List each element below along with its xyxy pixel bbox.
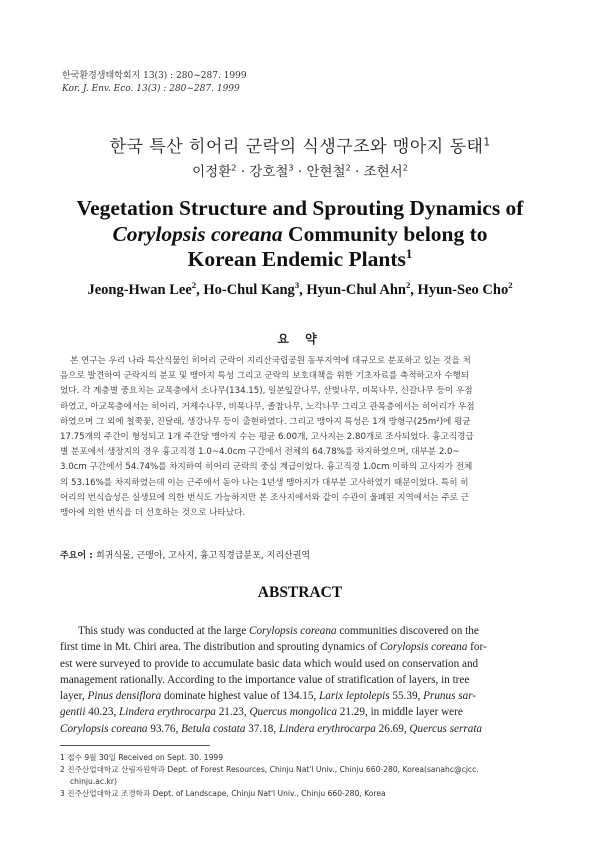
species-name: Pinus densiflora bbox=[87, 690, 162, 703]
english-author-separator: , bbox=[299, 282, 307, 298]
footnote: chinju.ac.kr) bbox=[70, 777, 117, 786]
abstract-text: 26.69, bbox=[375, 722, 410, 735]
keywords bbox=[60, 548, 310, 561]
summary-line: 의 53.16%를 차지하였는데 이는 근주에서 돋아 나는 1년생 맹아지가 대부분 고사하였기 때문이었다. 특히 히 bbox=[60, 477, 469, 488]
summary-line: 하였고, 아교목층에서는 히어리, 거제수나무, 비목나무, 졸참나무, 노각나무 그리고 관목층에서는 히어리가 우점 bbox=[60, 401, 475, 412]
footnote: 2 진주산업대학교 산림자원학과 Dept. of Forest Resources, Chinju Nat'l Univ., Chinju 660-280, Korea(sanahc@cjcc. bbox=[60, 765, 479, 774]
abstract-line bbox=[60, 688, 546, 704]
abstract-line bbox=[60, 721, 546, 737]
english-title-line-3 bbox=[0, 247, 600, 273]
english-author-affiliation-mark: 2 bbox=[405, 280, 411, 291]
abstract-line bbox=[60, 704, 546, 720]
english-title-footnote-mark: 1 bbox=[405, 246, 413, 261]
english-title-line-1: Vegetation Structure and Sprouting Dynamics of bbox=[76, 196, 524, 220]
english-title-line-3-text: Korean Endemic Plants bbox=[187, 247, 406, 271]
korean-author-separator: · bbox=[293, 164, 307, 180]
abstract-text: communities discovered on the bbox=[336, 625, 479, 637]
abstract-text: 37.18, bbox=[245, 722, 279, 735]
korean-title-text: 한국 특산 히어리 군락의 식생구조와 맹아지 동태 bbox=[109, 137, 484, 157]
korean-author-name: 안현철 bbox=[306, 164, 346, 180]
species-name: Larix leptolepis bbox=[319, 690, 390, 703]
korean-title-footnote-mark: 1 bbox=[483, 137, 491, 149]
abstract-text: 55.39, bbox=[389, 690, 424, 703]
abstract-text: 40.23, bbox=[85, 706, 120, 719]
abstract-text: management rationally. According to the importance value of stratification of layers, in tree bbox=[60, 673, 470, 686]
english-title-line-2 bbox=[0, 222, 600, 248]
journal-citation bbox=[62, 70, 247, 96]
abstract-line bbox=[60, 656, 546, 672]
korean-summary-heading: 요 약 bbox=[277, 332, 323, 346]
journal-citation-korean: 한국환경생태학회지 13(3) : 280~287. 1999 bbox=[62, 71, 247, 81]
english-author-name: Ho-Chul Kang bbox=[203, 282, 295, 298]
korean-author-separator: · bbox=[350, 164, 364, 180]
korean-author-affiliation-mark: 2 bbox=[402, 162, 408, 173]
abstract-text: 21.23, bbox=[215, 706, 250, 719]
korean-author-separator: · bbox=[236, 164, 250, 180]
summary-line: 었다. 각 계층별 중요치는 교목층에서 소나무(134.15), 일본잎갈나무, 산벚나무, 비목나무, 신갈나무 등이 우점 bbox=[60, 386, 473, 397]
abstract-heading: ABSTRACT bbox=[257, 584, 343, 601]
summary-line: 본 연구는 우리 나라 특산식물인 히어리 군락이 지리산국립공원 동부지역에 대규모로 분포하고 있는 것을 처 bbox=[70, 356, 471, 366]
korean-author-name: 조현서 bbox=[363, 164, 403, 180]
abstract-line bbox=[60, 623, 546, 639]
journal-citation-english: Kor. J. Env. Eco. 13(3) : 280~287. 1999 bbox=[62, 84, 240, 94]
abstract-line bbox=[60, 672, 546, 688]
species-name: Quercus mongolica bbox=[249, 706, 337, 719]
english-title-species: Corylopsis coreana bbox=[112, 221, 283, 246]
summary-line: 별 분포에서 생장지의 경우 흉고직경 1.0~4.0cm 구간에서 전체의 64.78%를 차지하였으며, 대부분 2.0~ bbox=[60, 447, 460, 458]
abstract-text: first time in Mt. Chiri area. The distribution and sprouting dynamics of bbox=[60, 641, 380, 654]
english-title bbox=[0, 196, 600, 273]
species-name: gentii bbox=[60, 706, 86, 719]
summary-line: 3.0cm 구간에서 54.74%를 차지하여 히어리 군락의 중심 계급이었다. 흉고직경 1.0cm 이하의 고사지가 전체 bbox=[60, 462, 473, 473]
summary-line: 하였으며 그 외에 철쭉꽃, 진달래, 생강나무 등이 출현하였다. 그리고 맹아지 특성은 1개 방형구(25m²)에 평균 bbox=[60, 416, 471, 427]
species-name: Lindera erythrocarpa bbox=[119, 706, 216, 719]
abstract-line bbox=[60, 639, 546, 655]
abstract-text: layer, bbox=[60, 690, 88, 703]
english-title-line-2-rest: Community belong to bbox=[282, 221, 488, 246]
korean-title bbox=[0, 132, 600, 157]
footnote: 1 접수 9월 30일 Received on Sept. 30. 1999 bbox=[60, 753, 224, 762]
korean-summary-body bbox=[60, 354, 546, 521]
english-author-affiliation-mark: 3 bbox=[294, 280, 300, 291]
korean-author-name: 이정환 bbox=[192, 164, 232, 180]
summary-line: 어리의 번식습성은 실생묘에 의한 번식도 가능하지만 본 조사지에서와 같이 수관이 울폐된 지역에서는 주로 근 bbox=[60, 492, 470, 503]
abstract-text: This study was conducted at the large bbox=[78, 625, 249, 637]
english-author-list bbox=[0, 282, 600, 299]
species-name: Corylopsis coreana bbox=[60, 722, 148, 735]
abstract-text: for- bbox=[467, 641, 487, 654]
species-name: Corylopsis coreana bbox=[248, 625, 337, 637]
species-name: Corylopsis coreana bbox=[379, 641, 468, 654]
korean-author-affiliation-mark: 2 bbox=[231, 162, 237, 173]
species-name: Lindera erythrocarpa bbox=[278, 722, 376, 735]
footnote: 3 진주산업대학교 조경학과 Dept. of Landscape, Chinju Nat'l Univ., Chinju 660-280, Korea bbox=[60, 789, 386, 798]
english-author-name: Jeong-Hwan Lee bbox=[87, 282, 192, 298]
abstract-text: dominate highest value of 134.15, bbox=[161, 690, 320, 703]
species-name: Betula costata bbox=[181, 722, 246, 735]
english-author-separator: , bbox=[196, 282, 204, 298]
english-author-affiliation-mark: 2 bbox=[508, 280, 513, 291]
korean-author-affiliation-mark: 3 bbox=[288, 162, 294, 173]
korean-author-list bbox=[0, 160, 600, 180]
footnote-divider bbox=[60, 745, 210, 746]
summary-line: 음으로 발견하여 군락지의 분포 및 맹아지 특성 그리고 군락의 보호대책을 위한 기초자료를 축적하고자 수행되 bbox=[60, 371, 470, 382]
summary-line: 맹아에 의한 번식을 더 선호하는 것으로 나타났다. bbox=[60, 508, 246, 519]
english-author-affiliation-mark: 2 bbox=[191, 280, 197, 291]
species-name: Quercus serrata bbox=[409, 722, 483, 735]
abstract-text: 93.76, bbox=[147, 722, 182, 735]
abstract-body bbox=[60, 623, 546, 737]
abstract-text: est were surveyed to provide to accumulate basic data which would used on conservation and bbox=[60, 657, 479, 670]
keywords-text: 희귀식물, 근맹아, 고사지, 흉고직경급분포, 지리산권역 bbox=[95, 551, 311, 561]
english-author-name: Hyun-Seo Cho bbox=[417, 282, 509, 298]
english-author-name: Hyun-Chul Ahn bbox=[306, 282, 406, 298]
korean-author-name: 강호철 bbox=[249, 164, 289, 180]
species-name: Prunus sar- bbox=[423, 690, 477, 703]
keywords-label: 주요어 : bbox=[60, 551, 96, 561]
korean-author-affiliation-mark: 2 bbox=[345, 162, 351, 173]
summary-line: 17.75개의 주간이 형성되고 1개 주간당 맹아지 수는 평균 6.00개, 고사지는 2.80개로 조사되었다. 흉고직경급 bbox=[60, 432, 474, 443]
abstract-text: 21.29, in middle layer were bbox=[337, 706, 463, 719]
english-author-separator: , bbox=[410, 282, 418, 298]
footnotes bbox=[60, 752, 479, 800]
